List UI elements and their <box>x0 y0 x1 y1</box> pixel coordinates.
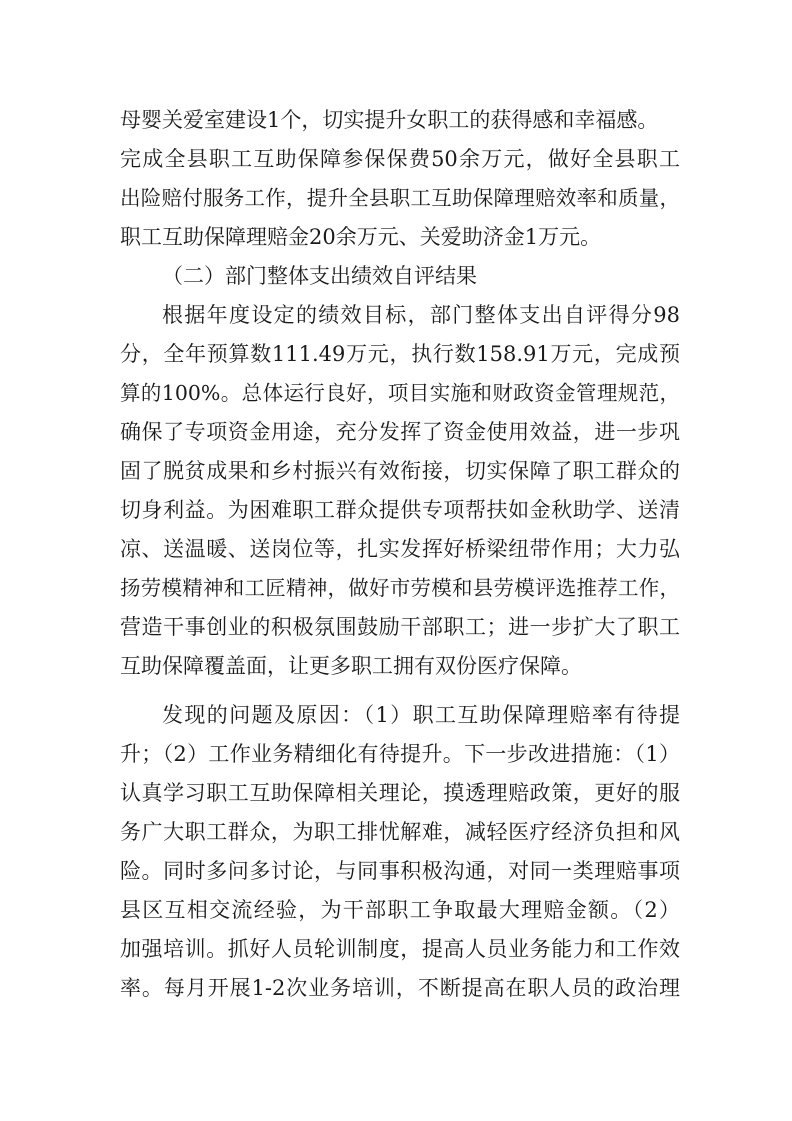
paragraph-line: 升；（2）工作业务精细化有待提升。下一步改进措施：（1） <box>120 742 680 766</box>
section-heading: （二）部门整体支出绩效自评结果 <box>162 264 477 288</box>
paragraph-line: 率。每月开展1-2次业务培训，不断提高在职人员的政治理 <box>120 976 680 1000</box>
paragraph-line: 县区互相交流经验，为干部职工争取最大理赔金额。（2） <box>120 898 680 922</box>
paragraph-line: 职工互助保障理赔金20余万元、关爱助济金1万元。 <box>120 225 602 249</box>
paragraph-line: 务广大职工群众，为职工排忧解难，减轻医疗经济负担和风 <box>120 820 680 844</box>
paragraph-line: 加强培训。抓好人员轮训制度，提高人员业务能力和工作效 <box>120 937 680 961</box>
paragraph-line: 根据年度设定的绩效目标，部门整体支出自评得分98 <box>162 303 680 327</box>
paragraph-line: 分，全年预算数111.49万元，执行数158.91万元，完成预 <box>120 342 680 366</box>
paragraph-line: 算的100%。总体运行良好，项目实施和财政资金管理规范， <box>120 381 680 405</box>
paragraph-line: 母婴关爱室建设1个，切实提升女职工的获得感和幸福感。 <box>120 108 659 132</box>
paragraph-line: 出险赔付服务工作，提升全县职工互助保障理赔效率和质量， <box>120 186 680 210</box>
paragraph-line: 固了脱贫成果和乡村振兴有效衔接，切实保障了职工群众的 <box>120 459 680 483</box>
paragraph-line: 凉、送温暖、送岗位等，扎实发挥好桥梁纽带作用；大力弘 <box>120 537 680 561</box>
paragraph-line: 确保了专项资金用途，充分发挥了资金使用效益，进一步巩 <box>120 420 680 444</box>
paragraph-line: 扬劳模精神和工匠精神，做好市劳模和县劳模评选推荐工作， <box>120 576 680 600</box>
paragraph-line: 互助保障覆盖面，让更多职工拥有双份医疗保障。 <box>120 654 582 678</box>
paragraph-line: 完成全县职工互助保障参保保费50余万元，做好全县职工 <box>120 147 680 171</box>
paragraph-line: 切身利益。为困难职工群众提供专项帮扶如金秋助学、送清 <box>120 498 680 522</box>
paragraph-line: 营造干事创业的积极氛围鼓励干部职工；进一步扩大了职工 <box>120 615 680 639</box>
paragraph-line: 险。同时多问多讨论，与同事积极沟通，对同一类理赔事项 <box>120 859 680 883</box>
paragraph-line: 认真学习职工互助保障相关理论，摸透理赔政策，更好的服 <box>120 781 680 805</box>
paragraph-line: 发现的问题及原因：（1）职工互助保障理赔率有待提 <box>162 703 680 727</box>
